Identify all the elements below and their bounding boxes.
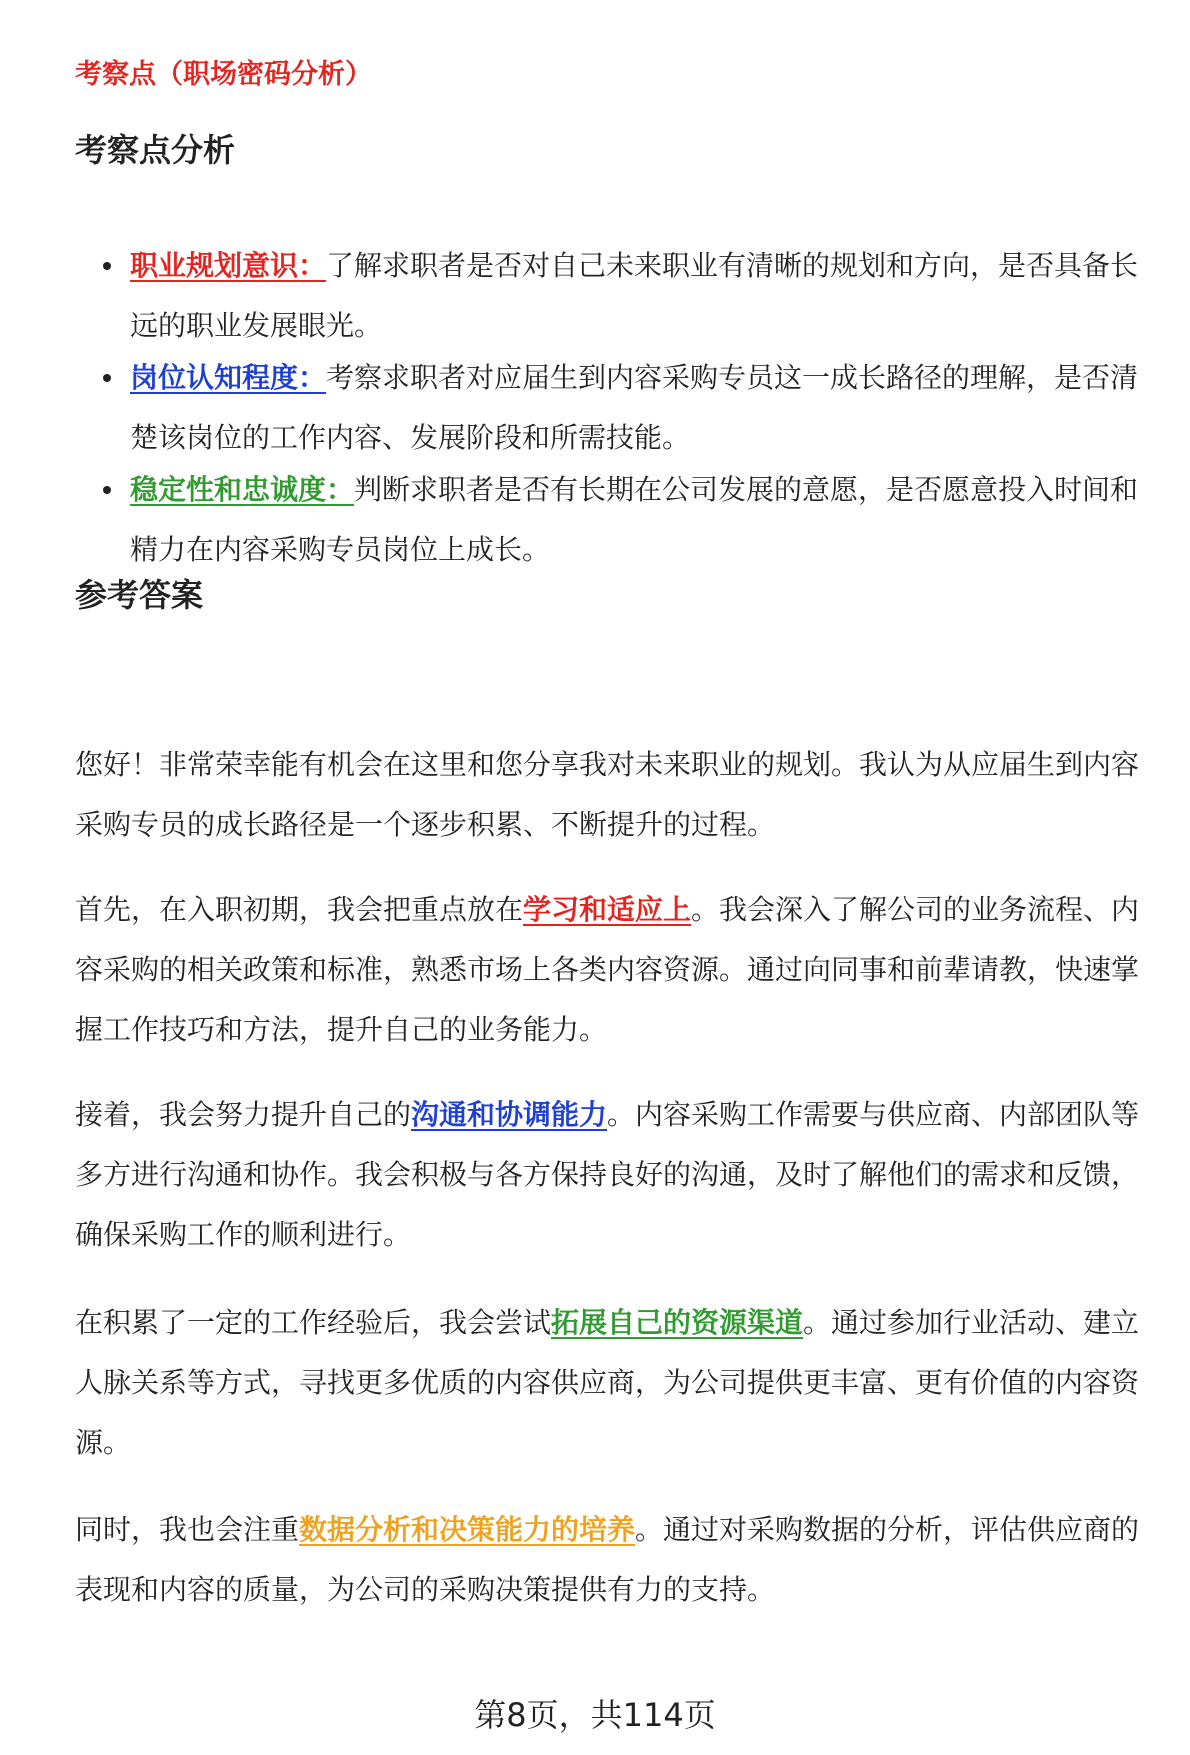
answer-paragraph [75, 1500, 1165, 1620]
answer-heading: 参考答案 [75, 576, 204, 614]
analysis-list [75, 236, 1165, 580]
page-number: 第8页，共114页 [474, 1696, 716, 1734]
paragraph-text: 接着，我会努力提升自己的 [75, 1098, 412, 1131]
paragraph-text: 。通过参加行业活动、建立人脉关系等方式，寻找更多优质的内容供应商，为公司提供更丰富、更有价值的内容资源。 [75, 1306, 1140, 1459]
bullet-icon [103, 486, 111, 494]
analysis-item [75, 348, 1165, 468]
analysis-item [75, 236, 1165, 356]
analysis-keyword: 稳定性和忠诚度： [130, 473, 355, 506]
bullet-icon [103, 374, 111, 382]
paragraph-text: 。通过对采购数据的分析，评估供应商的表现和内容的质量，为公司的采购决策提供有力的支持。 [75, 1513, 1140, 1606]
paragraph-highlight: 数据分析和决策能力的培养 [299, 1513, 636, 1546]
analysis-keyword: 职业规划意识： [130, 249, 327, 282]
paragraph-text: 在积累了一定的工作经验后，我会尝试 [75, 1306, 552, 1339]
answer-intro: 您好！非常荣幸能有机会在这里和您分享我对未来职业的规划。我认为从应届生到内容采购专员的成长路径是一个逐步积累、不断提升的过程。 [75, 748, 1140, 841]
section-tag: 考察点（职场密码分析） [75, 59, 372, 90]
bullet-icon [103, 262, 111, 270]
paragraph-text: 。内容采购工作需要与供应商、内部团队等多方进行沟通和协作。我会积极与各方保持良好的沟通，及时了解他们的需求和反馈，确保采购工作的顺利进行。 [75, 1098, 1140, 1251]
analysis-text: 判断求职者是否有长期在公司发展的意愿，是否愿意投入时间和精力在内容采购专员岗位上成长。 [130, 473, 1139, 566]
paragraph-highlight: 学习和适应上 [523, 893, 692, 926]
analysis-keyword: 岗位认知程度： [130, 361, 327, 394]
paragraph-text: 。我会深入了解公司的业务流程、内容采购的相关政策和标准，熟悉市场上各类内容资源。通过向同事和前辈请教，快速掌握工作技巧和方法，提升自己的业务能力。 [75, 893, 1140, 1046]
analysis-text: 了解求职者是否对自己未来职业有清晰的规划和方向，是否具备长远的职业发展眼光。 [130, 249, 1139, 342]
answer-paragraph [75, 1293, 1165, 1473]
analysis-item [75, 460, 1165, 580]
answer-paragraph [75, 880, 1165, 1060]
paragraph-text: 同时，我也会注重 [75, 1513, 300, 1546]
paragraph-text: 首先，在入职初期，我会把重点放在 [75, 893, 524, 926]
answer-paragraph [75, 1085, 1165, 1265]
analysis-heading: 考察点分析 [75, 131, 236, 169]
paragraph-highlight: 拓展自己的资源渠道 [551, 1306, 804, 1339]
paragraph-highlight: 沟通和协调能力 [411, 1098, 608, 1131]
analysis-text: 考察求职者对应届生到内容采购专员这一成长路径的理解，是否清楚该岗位的工作内容、发展阶段和所需技能。 [130, 361, 1139, 454]
